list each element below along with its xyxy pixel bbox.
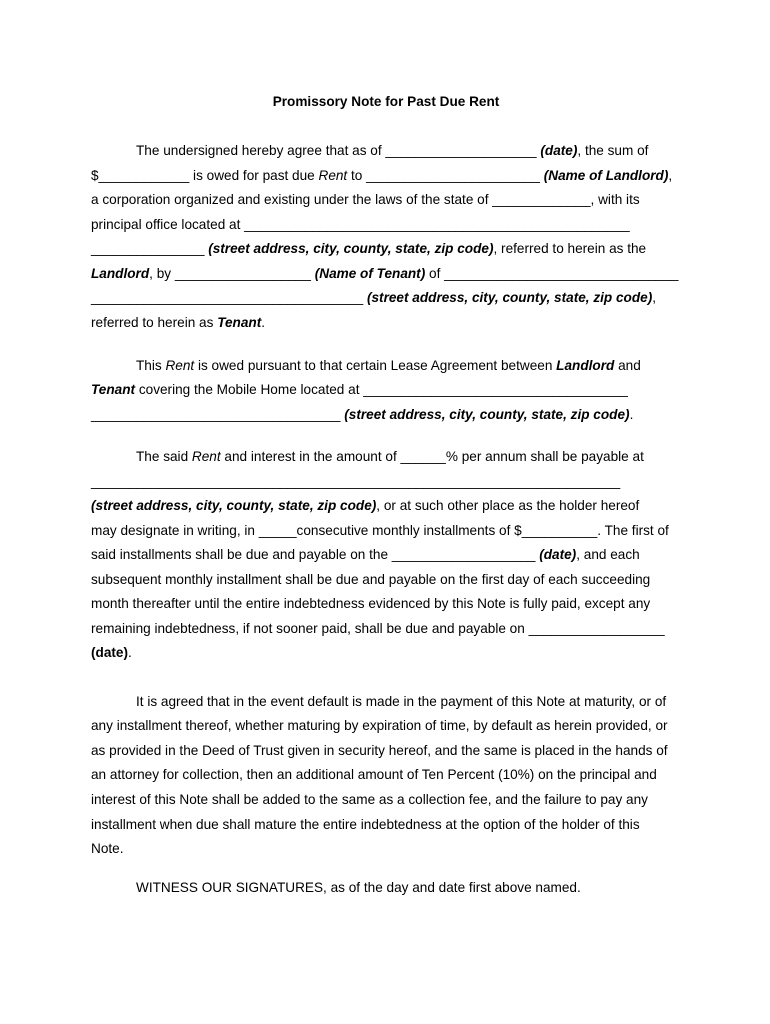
date-label: (date) <box>539 547 577 562</box>
text: ____________________________________ <box>91 290 367 305</box>
p3-line-4: may designate in writing, in _____consecutive monthly installments of $__________. The first of <box>91 523 669 538</box>
text: _______________ <box>91 241 209 256</box>
p1-line-3: a corporation organized and existing under the laws of the state of _____________, with its <box>91 192 640 207</box>
tenant-name-label: (Name of Tenant) <box>314 266 426 281</box>
text: , and each <box>576 547 640 562</box>
p2-line-3 <box>91 407 633 423</box>
p3-line-6: subsequent monthly installment shall be due and payable on the first day of each succeeding <box>91 572 651 587</box>
text: covering the Mobile Home located at ___________________________________ <box>135 382 628 397</box>
p1-line-7 <box>91 290 656 306</box>
text: The undersigned hereby agree that as of ____________________ <box>136 143 541 158</box>
text: is owed pursuant to that certain Lease Agreement between <box>194 358 557 373</box>
text: to _______________________ <box>347 168 544 183</box>
p4-line-5: interest of this Note shall be added to the same as a collection fee, and the failure to pay any <box>91 792 648 807</box>
text: , or at such other place as the holder hereof <box>376 498 640 513</box>
text: . <box>261 315 266 330</box>
p4-line-6: installment when due shall mature the entire indebtedness at the option of the holder of this <box>91 817 640 832</box>
text: The said <box>136 449 192 464</box>
p4-line-2: any installment thereof, whether maturing by expiration of time, by default as herein provided, or <box>91 718 668 733</box>
text: , <box>652 290 657 305</box>
address-label: (street address, city, county, state, zip code) <box>91 498 377 513</box>
text: $____________ is owed for past due <box>91 168 319 183</box>
p3-line-9 <box>91 645 132 661</box>
text: and <box>614 358 641 373</box>
p1-line-2 <box>91 168 672 184</box>
text: of _______________________________ <box>425 266 679 281</box>
p1-line-6 <box>91 266 679 282</box>
text: _________________________________ <box>91 407 345 422</box>
text: , by __________________ <box>149 266 315 281</box>
p3-line-2: ______________________________________________________________________ <box>91 474 621 489</box>
p1-line-8 <box>91 315 265 331</box>
text: This <box>136 358 166 373</box>
address-label: (street address, city, county, state, zip code) <box>366 290 653 305</box>
p4-line-3: as provided in the Deed of Trust given in security hereof, and the same is placed in the hands of <box>91 743 668 758</box>
date-label: (date) <box>91 645 129 660</box>
rent-term: Rent <box>318 168 348 183</box>
rent-term: Rent <box>165 358 195 373</box>
text: . <box>629 407 634 422</box>
p4-line-1: It is agreed that in the event default is made in the payment of this Note at maturity, or of <box>136 694 667 709</box>
p1-line-4: principal office located at ___________________________________________________ <box>91 217 630 232</box>
text: referred to herein as <box>91 315 218 330</box>
text: and interest in the amount of ______% per annum shall be payable at <box>220 449 644 464</box>
text: . <box>128 645 132 660</box>
tenant-term: Tenant <box>217 315 262 330</box>
landlord-name-label: (Name of Landlord) <box>543 168 669 183</box>
p3-line-3 <box>91 498 639 514</box>
text: , referred to herein as the <box>493 241 647 256</box>
p3-line-7: month thereafter until the entire indebtedness evidenced by this Note is fully paid, except any <box>91 596 651 611</box>
date-label: (date) <box>540 143 578 158</box>
text: , <box>668 168 673 183</box>
witness-line: WITNESS OUR SIGNATURES, as of the day and date first above named. <box>136 880 581 895</box>
address-label: (street address, city, county, state, zip code) <box>344 407 630 422</box>
address-label: (street address, city, county, state, zip code) <box>208 241 494 256</box>
rent-term: Rent <box>191 449 221 464</box>
p3-line-8: remaining indebtedness, if not sooner paid, shall be due and payable on __________________ <box>91 621 665 636</box>
text: , the sum of <box>577 143 649 158</box>
text: said installments shall be due and payable on the ___________________ <box>91 547 540 562</box>
p3-line-5 <box>91 547 640 563</box>
p1-line-1 <box>136 143 648 159</box>
p1-line-5 <box>91 241 646 257</box>
p2-line-2 <box>91 382 628 398</box>
p4-line-4: an attorney for collection, then an additional amount of Ten Percent (10%) on the principal and <box>91 767 657 782</box>
tenant-term: Tenant <box>91 382 136 397</box>
landlord-term: Landlord <box>91 266 150 281</box>
p4-line-7: Note. <box>91 841 124 856</box>
landlord-term: Landlord <box>556 358 615 373</box>
document-title: Promissory Note for Past Due Rent <box>272 94 500 109</box>
p3-line-1 <box>136 449 644 465</box>
p2-line-1 <box>136 358 641 374</box>
